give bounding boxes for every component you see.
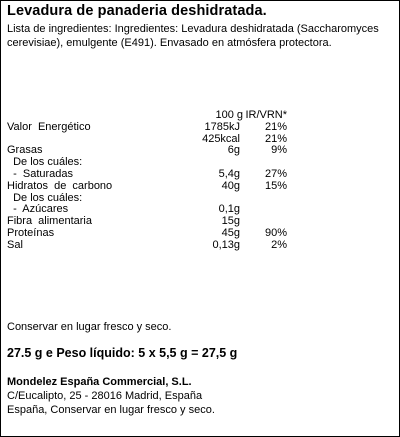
nutrition-row (0, 228, 400, 240)
nutrient-label: Grasas (7, 144, 43, 157)
company-address: C/Eucalipto, 25 - 28016 Madrid, España (7, 390, 203, 402)
per-100g-value: 5,4g (218, 167, 240, 180)
company-info (7, 375, 215, 417)
ir-vrn-value: 21% (264, 120, 287, 133)
ir-vrn-value: 27% (264, 167, 287, 180)
nutrient-label: - Saturadas (7, 167, 74, 180)
company-line3: España, Conservar en lugar fresco y seco. (7, 404, 215, 416)
per-100g-value: 6g (227, 144, 240, 157)
company-name: Mondelez España Commercial, S.L. (7, 376, 192, 388)
per-100g-value: 15g (221, 215, 240, 228)
per-100g-value: 1785kJ (204, 120, 240, 133)
nutrient-label: Fibra alimentaria (7, 215, 92, 228)
ingredients-text: Lista de ingredientes: Ingredientes: Levadura deshidratada (Saccharomyces cerevisiae), emulgente (E491). Envasado en atmósfera protectora. (7, 23, 379, 49)
nutrient-label: Proteínas (7, 226, 55, 239)
nutrition-row (0, 216, 400, 228)
nutrient-label: - Azúcares (7, 203, 69, 216)
per-100g-value: 425kcal (202, 132, 240, 145)
nutrition-row (0, 181, 400, 193)
net-weight: 27.5 g e Peso líquido: 5 x 5,5 g = 27,5 g (7, 346, 238, 360)
nutrition-row (0, 240, 400, 252)
nutrition-table (0, 110, 400, 252)
per-100g-value: 0,1g (218, 203, 240, 216)
nutrient-label: Hidratos de carbono (7, 179, 113, 192)
ir-vrn-value: 15% (264, 179, 287, 192)
per-100g-value: 0,13g (212, 238, 240, 251)
header-per-100g: 100 g (215, 109, 243, 121)
product-title: Levadura de panaderia deshidratada. (7, 3, 267, 19)
nutrition-row (0, 134, 400, 146)
storage-text: Conservar en lugar fresco y seco. (7, 321, 172, 333)
nutrition-row (0, 169, 400, 181)
ir-vrn-value: 21% (264, 132, 287, 145)
nutrient-label: De los cuáles: (7, 191, 83, 204)
per-100g-value: 40g (221, 179, 240, 192)
nutrient-label: De los cuáles: (7, 156, 83, 169)
header-ir-vrn: IR/VRN* (245, 109, 287, 121)
per-100g-value: 45g (221, 226, 240, 239)
nutrient-label: Sal (7, 238, 23, 251)
nutrient-label: Valor Energético (7, 120, 91, 133)
ir-vrn-value: 9% (271, 144, 287, 157)
ir-vrn-value: 2% (271, 238, 287, 251)
ir-vrn-value: 90% (264, 226, 287, 239)
nutrition-row (0, 122, 400, 134)
